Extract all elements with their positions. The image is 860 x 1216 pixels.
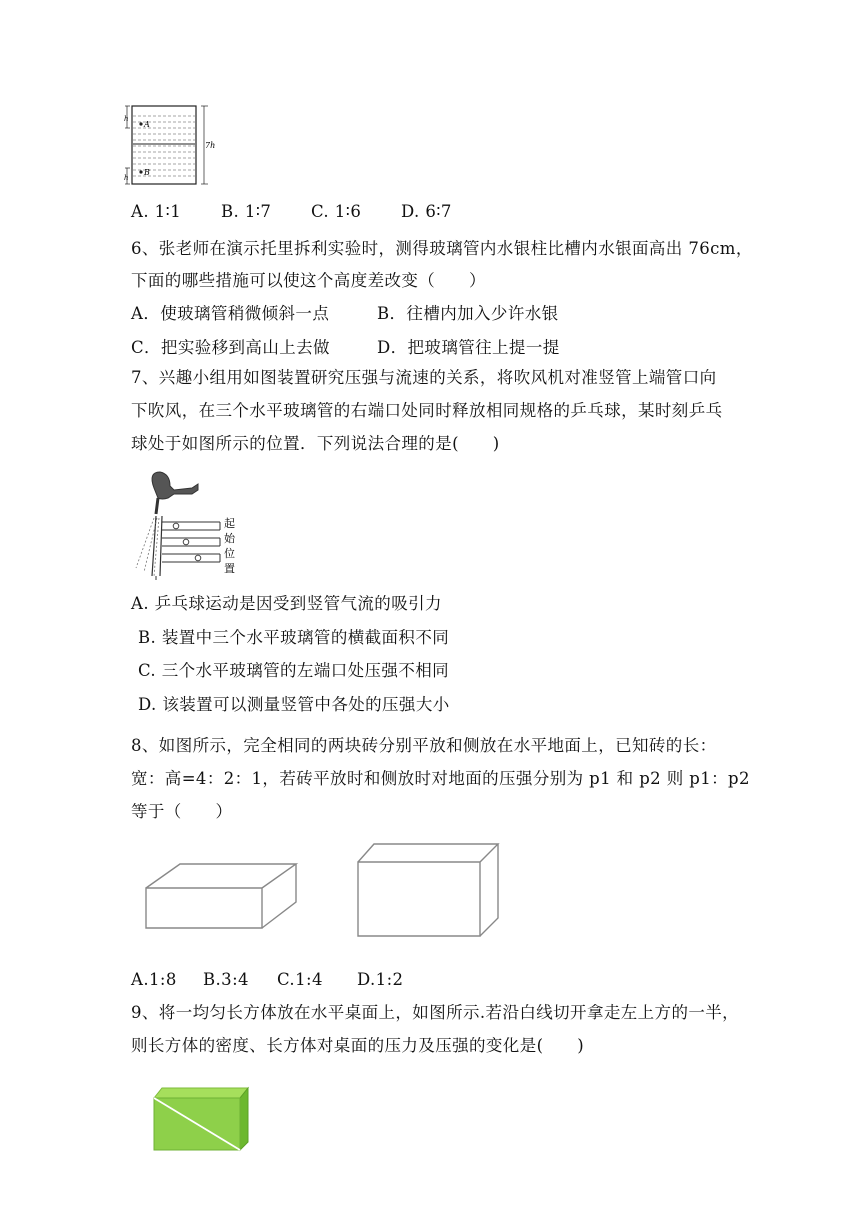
q8-option-d[interactable]: D.1:2	[357, 970, 404, 989]
q7-stem-line1: 7、兴趣小组用如图装置研究压强与流速的关系，将吹风机对准竖管上端管口向	[131, 368, 717, 387]
q6-option-a[interactable]: A．使玻璃管稍微倾斜一点	[131, 304, 330, 323]
q6-options-row2	[131, 337, 560, 359]
q8-options	[131, 969, 403, 991]
brick-side	[358, 844, 498, 936]
q5-option-b[interactable]: B. 1∶7	[221, 202, 272, 221]
q9-stem-line1: 9、将一均匀长方体放在水平桌面上，如图所示.若沿白线切开拿走左上方的一半，	[131, 1003, 740, 1022]
hair-dryer-tube-figure	[126, 468, 246, 580]
q8-option-c[interactable]: C.1:4	[277, 970, 323, 989]
liquid-container-figure	[124, 104, 220, 190]
q6-option-d[interactable]: D．把玻璃管往上提一提	[377, 338, 560, 357]
q6-stem-line1: 6、张老师在演示托里拆利实验时，测得玻璃管内水银柱比槽内水银面高出 76cm，	[131, 239, 753, 258]
label-7h: 7h	[205, 141, 216, 150]
ping-pong-ball	[173, 523, 179, 529]
q7-option-a[interactable]: A. 乒乓球运动是因受到竖管气流的吸引力	[131, 594, 442, 613]
label-start-3: 位	[224, 547, 235, 560]
q5-options	[131, 201, 452, 223]
q7-stem-line3: 球处于如图所示的位置．下列说法合理的是( )	[131, 434, 500, 453]
q7-stem-line2: 下吹风，在三个水平玻璃管的右端口处同时释放相同规格的乒乓球，某时刻乒乓	[131, 401, 723, 420]
q5-option-c[interactable]: C. 1∶6	[311, 202, 362, 221]
label-start-2: 始	[224, 532, 235, 545]
label-A: A	[144, 120, 150, 129]
q6-options-row1	[131, 303, 559, 325]
label-B: B	[144, 168, 150, 177]
brick-flat	[146, 864, 296, 928]
q8-stem-line2: 宽：高=4：2：1，若砖平放时和侧放时对地面的压强分别为 p1 和 p2 则 p1：p2	[131, 769, 750, 788]
q7-option-d[interactable]: D. 该装置可以测量竖管中各处的压强大小	[138, 695, 450, 714]
q7-option-c[interactable]: C. 三个水平玻璃管的左端口处压强不相同	[138, 661, 450, 680]
q5-option-d[interactable]: D. 6∶7	[401, 202, 452, 221]
ping-pong-ball	[183, 539, 189, 545]
q8-option-b[interactable]: B.3:4	[203, 970, 249, 989]
label-start-4: 置	[224, 562, 235, 575]
label-start-1: 起	[224, 517, 235, 530]
ping-pong-ball	[195, 555, 201, 561]
hair-dryer-body	[152, 472, 198, 499]
q6-stem-line2: 下面的哪些措施可以使这个高度差改变（ ）	[131, 271, 486, 290]
q7-option-b[interactable]: B. 装置中三个水平玻璃管的横截面积不同	[138, 628, 450, 647]
label-h-top: h	[124, 115, 129, 123]
q6-option-c[interactable]: C．把实验移到高山上去做	[131, 338, 330, 357]
q9-stem-line2: 则长方体的密度、长方体对桌面的压力及压强的变化是( )	[131, 1036, 585, 1055]
q8-option-a[interactable]: A.1:8	[131, 970, 177, 989]
q5-option-a[interactable]: A. 1∶1	[131, 202, 182, 221]
label-h-bottom: h	[124, 174, 129, 182]
q8-stem-line3: 等于（ ）	[131, 802, 233, 821]
green-cuboid-figure	[150, 1084, 254, 1154]
q6-option-b[interactable]: B．往槽内加入少许水银	[377, 304, 559, 323]
bricks-figure	[140, 840, 510, 940]
q8-stem-line1: 8、如图所示，完全相同的两块砖分别平放和侧放在水平地面上，已知砖的长：	[131, 736, 717, 755]
